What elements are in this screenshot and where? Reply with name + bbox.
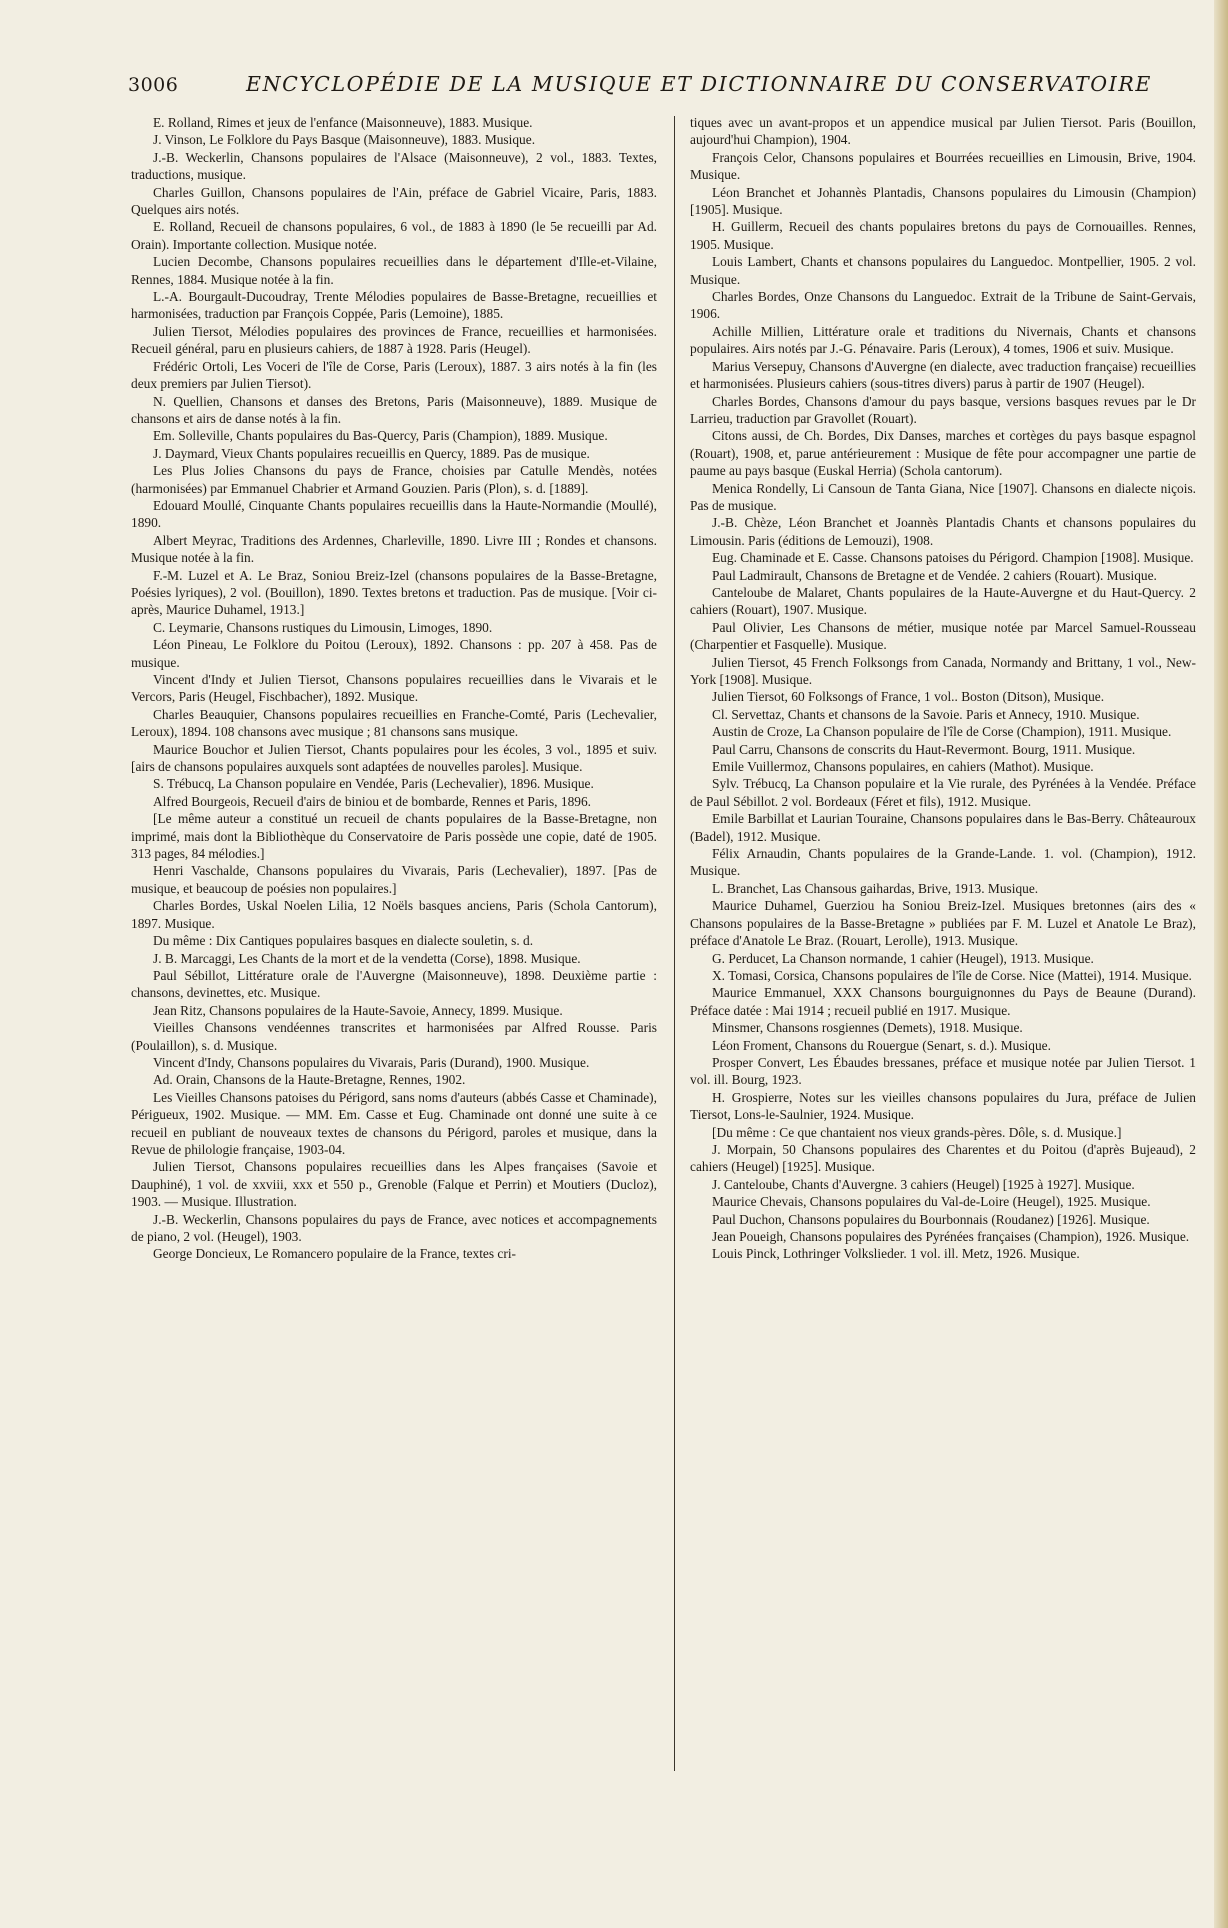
bibliography-entry: Edouard Moullé, Cinquante Chants populaires recueillis dans la Haute-Normandie (Moullé), 1890. <box>131 497 657 531</box>
bibliography-entry: George Doncieux, Le Romancero populaire de la France, textes cri- <box>153 1246 517 1262</box>
bibliography-entry: Charles Guillon, Chansons populaires de l'Ain, préface de Gabriel Vicaire, Paris, 1883. Quelques airs notés. <box>131 184 657 218</box>
bibliography-entry: S. Trébucq, La Chanson populaire en Vendée, Paris (Lechevalier), 1896. Musique. <box>153 776 594 792</box>
bibliography-entry: Em. Solleville, Chants populaires du Bas-Quercy, Paris (Champion), 1889. Musique. <box>153 428 608 444</box>
bibliography-entry: Jean Ritz, Chansons populaires de la Haute-Savoie, Annecy, 1899. Musique. <box>153 1002 563 1018</box>
bibliography-entry: H. Guillerm, Recueil des chants populaires bretons du pays de Cornouailles. Rennes, 1905. Musique. <box>690 219 1196 252</box>
bibliography-entry: Henri Vaschalde, Chansons populaires du Vivarais, Paris (Lechevalier), 1897. [Pas de musique, et beaucoup de poésies non populaires.] <box>131 863 657 896</box>
bibliography-entry: Menica Rondelly, Li Cansoun de Tanta Giana, Nice [1907]. Chansons en dialecte niçois. Pas de musique. <box>690 480 1196 513</box>
bibliography-entry: Eug. Chaminade et E. Casse. Chansons patoises du Périgord. Champion [1908]. Musique. <box>712 550 1194 566</box>
bibliography-entry: J.-B. Chèze, Léon Branchet et Joannès Plantadis Chants et chansons populaires du Limousin. Paris (éditions de Lemouzi), 1908. <box>690 515 1196 548</box>
bibliography-entry: Alfred Bourgeois, Recueil d'airs de biniou et de bombarde, Rennes et Paris, 1896. <box>153 793 592 809</box>
bibliography-entry: Paul Sébillot, Littérature orale de l'Auvergne (Maisonneuve), 1898. Deuxième partie : chansons, devinettes, etc. Musique. <box>131 967 657 1001</box>
bibliography-entry: F.-M. Luzel et A. Le Braz, Soniou Breiz-Izel (chansons populaires de la Basse-Bretagne, Poésies lyriques), 2 vol. (Bouillon), 1890. Textes bretons et traduction. Pas de musique. [Voir ci-après, Maurice Duhamel, 1913.] <box>131 567 657 618</box>
bibliography-entry: J. Canteloube, Chants d'Auvergne. 3 cahiers (Heugel) [1925 à 1927]. Musique. <box>712 1176 1135 1192</box>
bibliography-entry: Charles Bordes, Uskal Noelen Lilia, 12 Noëls basques anciens, Paris (Schola Cantorum), 1897. Musique. <box>131 898 657 931</box>
bibliography-entry: tiques avec un avant-propos et un appendice musical par Julien Tiersot. Paris (Bouillon, aujourd'hui Champion), 1904. <box>690 115 1196 148</box>
bibliography-entry: Maurice Duhamel, Guerziou ha Soniou Breiz-Izel. Musiques bretonnes (airs des « Chansons populaires de la Basse-Bretagne » publiées par F. M. Luzel et Anatole Le Braz), préface d'Anatole Le Braz. (Rouart, Lerolle), 1913. Musique. <box>690 898 1196 949</box>
bibliography-entry: Jean Poueigh, Chansons populaires des Pyrénées françaises (Champion), 1926. Musique. <box>712 1229 1190 1244</box>
bibliography-entry: Léon Froment, Chansons du Rouergue (Senart, s. d.). Musique. <box>712 1037 1051 1053</box>
bibliography-entry: Cl. Servettaz, Chants et chansons de la Savoie. Paris et Annecy, 1910. Musique. <box>712 706 1140 722</box>
bibliography-entry: Sylv. Trébucq, La Chanson populaire et la Vie rurale, des Pyrénées à la Vendée. Préface de Paul Sébillot. 2 vol. Bordeaux (Féret et fils), 1912. Musique. <box>690 776 1196 809</box>
bibliography-entry: Lucien Decombe, Chansons populaires recueillies dans le département d'Ille-et-Vilaine, Rennes, 1884. Musique notée à la fin. <box>131 254 657 287</box>
bibliography-entry: Félix Arnaudin, Chants populaires de la Grande-Lande. 1. vol. (Champion), 1912. Musique. <box>690 846 1196 879</box>
bibliography-entry: J. Morpain, 50 Chansons populaires des Charentes et du Poitou (d'après Bujeaud), 2 cahiers (Heugel) [1925]. Musique. <box>690 1141 1196 1175</box>
bibliography-entry: E. Rolland, Rimes et jeux de l'enfance (Maisonneuve), 1883. Musique. <box>153 115 533 130</box>
bibliography-entry: L. Branchet, Las Chansous gaihardas, Brive, 1913. Musique. <box>712 880 1039 896</box>
bibliography-entry: X. Tomasi, Corsica, Chansons populaires de l'île de Corse. Nice (Mattei), 1914. Musique. <box>712 967 1192 983</box>
bibliography-entry: François Celor, Chansons populaires et Bourrées recueillies en Limousin, Brive, 1904. Musique. <box>690 149 1196 183</box>
bibliography-entry: Louis Lambert, Chants et chansons populaires du Languedoc. Montpellier, 1905. 2 vol. Musique. <box>690 254 1196 287</box>
page-edge <box>1214 0 1228 1928</box>
bibliography-entry: G. Perducet, La Chanson normande, 1 cahier (Heugel), 1913. Musique. <box>712 950 1094 966</box>
page-header <box>128 64 1188 104</box>
bibliography-entry: Julien Tiersot, 45 French Folksongs from Canada, Normandy and Brittany, 1 vol., New-York [1908]. Musique. <box>690 654 1196 687</box>
bibliography-entry: Canteloube de Malaret, Chants populaires de la Haute-Auvergne et du Haut-Quercy. 2 cahiers (Rouart), 1907. Musique. <box>690 584 1196 618</box>
left-column <box>131 114 657 1263</box>
bibliography-entry: Vincent d'Indy, Chansons populaires du Vivarais, Paris (Durand), 1900. Musique. <box>153 1054 590 1070</box>
bibliography-entry: C. Leymarie, Chansons rustiques du Limousin, Limoges, 1890. <box>153 619 493 635</box>
bibliography-entry: E. Rolland, Recueil de chansons populaires, 6 vol., de 1883 à 1890 (le 5e recueilli par Ad. Orain). Importante collection. Musique notée. <box>131 219 657 252</box>
bibliography-entry: J. Daymard, Vieux Chants populaires recueillis en Quercy, 1889. Pas de musique. <box>153 445 590 461</box>
bibliography-entry: H. Grospierre, Notes sur les vieilles chansons populaires du Jura, préface de Julien Tiersot, Lons-le-Saulnier, 1924. Musique. <box>690 1089 1196 1123</box>
bibliography-entry: Les Plus Jolies Chansons du pays de France, choisies par Catulle Mendès, notées (harmonisées) par Emmanuel Chabrier et Armand Gouzien. Paris (Plon), s. d. [1889]. <box>131 463 657 496</box>
bibliography-entry: N. Quellien, Chansons et danses des Bretons, Paris (Maisonneuve), 1889. Musique de chansons et airs de danse notés à la fin. <box>131 393 657 426</box>
bibliography-entry: Ad. Orain, Chansons de la Haute-Bretagne, Rennes, 1902. <box>153 1072 466 1088</box>
bibliography-entry: Minsmer, Chansons rosgiennes (Demets), 1918. Musique. <box>712 1020 1023 1036</box>
bibliography-entry: Prosper Convert, Les Ébaudes bressanes, préface et musique notée par Julien Tiersot. 1 vol. ill. Bourg, 1923. <box>690 1054 1196 1088</box>
bibliography-entry: J. Vinson, Le Folklore du Pays Basque (Maisonneuve), 1883. Musique. <box>153 132 536 148</box>
bibliography-entry: Paul Olivier, Les Chansons de métier, musique notée par Marcel Samuel-Rousseau (Charpentier et Fasquelle). Musique. <box>690 619 1196 653</box>
bibliography-entry: Charles Beauquier, Chansons populaires recueillies en Franche-Comté, Paris (Lechevalier, Leroux), 1894. 108 chansons avec musique ; 81 chansons sans musique. <box>131 706 657 740</box>
bibliography-entry: Austin de Croze, La Chanson populaire de l'île de Corse (Champion), 1911. Musique. <box>712 724 1172 740</box>
bibliography-entry: Vieilles Chansons vendéennes transcrites et harmonisées par Alfred Rousse. Paris (Poulaillon), s. d. Musique. <box>131 1020 657 1053</box>
bibliography-entry: Maurice Chevais, Chansons populaires du Val-de-Loire (Heugel), 1925. Musique. <box>712 1194 1151 1210</box>
bibliography-entry: Emile Vuillermoz, Chansons populaires, en cahiers (Mathot). Musique. <box>712 759 1094 775</box>
bibliography-entry: Julien Tiersot, 60 Folksongs of France, 1 vol.. Boston (Ditson), Musique. <box>712 689 1105 705</box>
bibliography-entry: Vincent d'Indy et Julien Tiersot, Chansons populaires recueillies dans le Vivarais et le Vercors, Paris (Heugel, Fischbacher), 1892. Musique. <box>131 672 657 705</box>
bibliography-entry: Maurice Bouchor et Julien Tiersot, Chants populaires pour les écoles, 3 vol., 1895 et suiv. [airs de chansons populaires auxquels sont adaptées de nouvelles paroles]. Musique. <box>131 741 657 775</box>
bibliography-entry: Marius Versepuy, Chansons d'Auvergne (en dialecte, avec traduction française) recueillies et harmonisées. Plusieurs cahiers (sous-titres divers) parus à partir de 1907 (Heugel). <box>690 358 1196 392</box>
bibliography-entry: Du même : Dix Cantiques populaires basques en dialecte souletin, s. d. <box>153 933 534 949</box>
bibliography-entry: J. B. Marcaggi, Les Chants de la mort et de la vendetta (Corse), 1898. Musique. <box>153 950 581 966</box>
column-divider <box>674 116 675 1771</box>
bibliography-entry: Charles Bordes, Chansons d'amour du pays basque, versions basques revues par le Dr Larrieu, traduction par Gravollet (Rouart). <box>690 393 1196 426</box>
bibliography-entry: Paul Carru, Chansons de conscrits du Haut-Revermont. Bourg, 1911. Musique. <box>712 741 1136 757</box>
bibliography-entry: Charles Bordes, Onze Chansons du Languedoc. Extrait de la Tribune de Saint-Gervais, 1906. <box>690 289 1196 322</box>
bibliography-entry: Emile Barbillat et Laurian Touraine, Chansons populaires dans le Bas-Berry. Châteauroux (Badel), 1912. Musique. <box>690 811 1196 844</box>
bibliography-entry: Achille Millien, Littérature orale et traditions du Nivernais, Chants et chansons populaires. Airs notés par J.-G. Pénavaire. Paris (Leroux), 4 tomes, 1906 et suiv. Musique. <box>690 323 1196 357</box>
bibliography-entry: L.-A. Bourgault-Ducoudray, Trente Mélodies populaires de Basse-Bretagne, recueillies et harmonisées, traduction par François Coppée, Paris (Lemoine), 1885. <box>131 289 657 322</box>
bibliography-entry: Citons aussi, de Ch. Bordes, Dix Danses, marches et cortèges du pays basque espagnol (Rouart), 1908, et, parue antérieurement : Musique de fête pour accompagner une partie de paume au pays basque (Euskal Herria) (Schola cantorum). <box>690 428 1196 479</box>
bibliography-entry: Louis Pinck, Lothringer Volkslieder. 1 vol. ill. Metz, 1926. Musique. <box>712 1246 1080 1262</box>
bibliography-entry: J.-B. Weckerlin, Chansons populaires du pays de France, avec notices et accompagnements de piano, 2 vol. (Heugel), 1903. <box>131 1211 657 1244</box>
bibliography-entry: [Le même auteur a constitué un recueil de chants populaires de la Basse-Bretagne, non imprimé, mais dont la Bibliothèque du Conservatoire de Paris possède une copie, daté de 1905. 313 pages, 84 mélodies.] <box>131 811 657 862</box>
bibliography-entry: J.-B. Weckerlin, Chansons populaires de l'Alsace (Maisonneuve), 2 vol., 1883. Textes, traductions, musique. <box>131 149 657 183</box>
running-title: ENCYCLOPÉDIE DE LA MUSIQUE ET DICTIONNAIRE DU CONSERVATOIRE <box>246 72 1152 96</box>
bibliography-entry: Frédéric Ortoli, Les Voceri de l'île de Corse, Paris (Leroux), 1887. 3 airs notés à la fin (les deux premiers par Julien Tiersot). <box>131 358 657 392</box>
bibliography-entry: Julien Tiersot, Chansons populaires recueillies dans les Alpes françaises (Savoie et Dauphiné), 1 vol. de xxviii, xxx et 550 p., Grenoble (Falque et Perrin) et Moutiers (Ducloz), 1903. — Musique. Illustration. <box>131 1159 657 1210</box>
bibliography-entry: Paul Ladmirault, Chansons de Bretagne et de Vendée. 2 cahiers (Rouart). Musique. <box>712 567 1157 583</box>
right-column <box>690 114 1196 1263</box>
bibliography-entry: Paul Duchon, Chansons populaires du Bourbonnais (Roudanez) [1926]. Musique. <box>712 1211 1150 1227</box>
bibliography-entry: Maurice Emmanuel, XXX Chansons bourguignonnes du Pays de Beaune (Durand). Préface datée : Mai 1914 ; recueil publié en 1917. Musique. <box>690 985 1196 1018</box>
bibliography-entry: Les Vieilles Chansons patoises du Périgord, sans noms d'auteurs (abbés Casse et Chaminade), Périgueux, 1902. Musique. — MM. Em. Casse et Eug. Chaminade ont donné une suite à ce recueil en publiant de nouveaux textes de chansons du Périgord, paroles et musique, dans la Revue de philologie française, 1903-04. <box>131 1089 657 1157</box>
bibliography-entry: [Du même : Ce que chantaient nos vieux grands-pères. Dôle, s. d. Musique.] <box>712 1124 1122 1140</box>
bibliography-entry: Julien Tiersot, Mélodies populaires des provinces de France, recueillies et harmonisées. Recueil général, paru en plusieurs cahiers, de 1887 à 1928. Paris (Heugel). <box>131 323 657 357</box>
bibliography-entry: Albert Meyrac, Traditions des Ardennes, Charleville, 1890. Livre III ; Rondes et chansons. Musique notée à la fin. <box>131 532 657 566</box>
bibliography-entry: Léon Branchet et Johannès Plantadis, Chansons populaires du Limousin (Champion) [1905]. Musique. <box>690 184 1196 218</box>
page-number: 3006 <box>128 74 179 96</box>
bibliography-entry: Léon Pineau, Le Folklore du Poitou (Leroux), 1892. Chansons : pp. 207 à 458. Pas de musique. <box>131 637 657 670</box>
